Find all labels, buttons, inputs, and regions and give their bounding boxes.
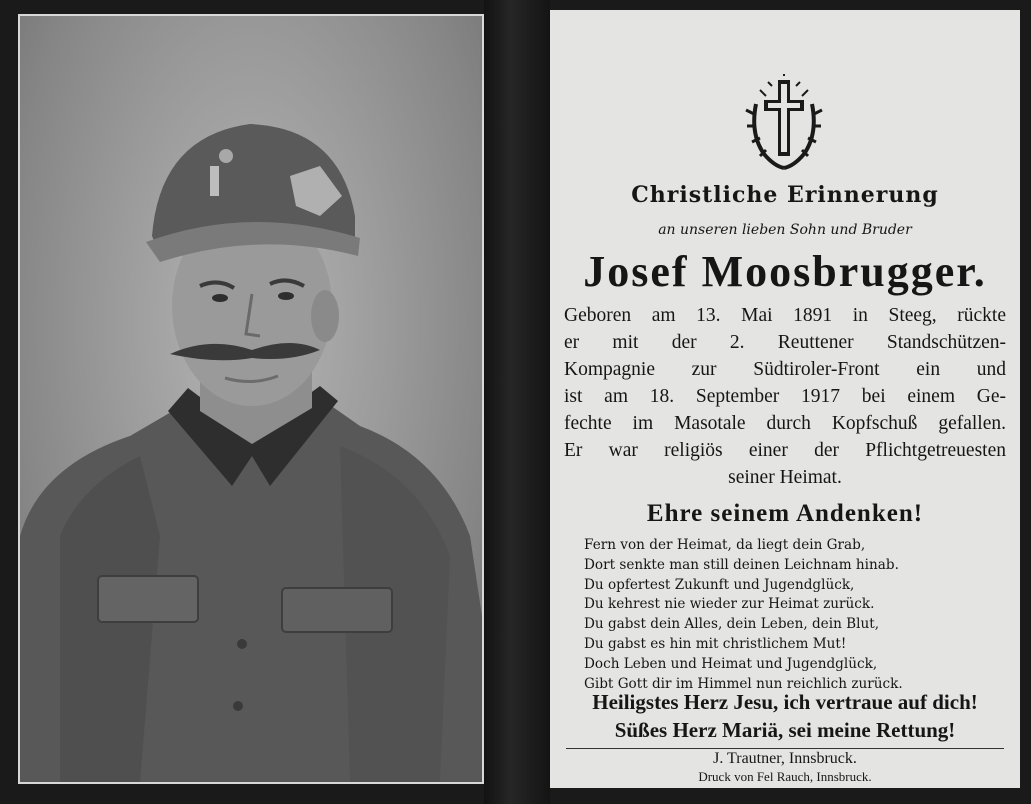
bio-line: seiner Heimat. [728, 467, 842, 488]
deceased-name: Josef Moosbrugger. [583, 247, 987, 296]
bio-line: er mit der 2. Reuttener Standschützen- [564, 332, 1006, 353]
poem-line: Gibt Gott dir im Himmel nun reichlich zurück. [584, 675, 903, 692]
printer-credit: J. Trautner, Innsbruck. [713, 750, 857, 767]
card-heading: Christliche Erinnerung [631, 182, 939, 208]
prayer-mary: Süßes Herz Mariä, sei meine Rettung! [614, 718, 956, 742]
motto: Ehre seinem Andenken! [646, 500, 924, 527]
bio-line: ist am 18. September 1917 bei einem Ge- [564, 386, 1006, 407]
poem-line: Du gabst es hin mit christlichem Mut! [584, 635, 847, 652]
portrait-photo [18, 14, 484, 784]
bio-line: Geboren am 13. Mai 1891 in Steeg, rückte [564, 305, 1006, 326]
poem-line: Fern von der Heimat, da liegt dein Grab, [584, 537, 866, 553]
card-gutter [484, 0, 550, 804]
bio-line: Er war religiös einer der Pflichtgetreuesten [564, 440, 1006, 461]
biography [564, 302, 1006, 491]
soldier-portrait-image [20, 16, 482, 782]
poem [584, 536, 1006, 694]
dedication-line: an unseren lieben Sohn und Bruder [658, 222, 912, 238]
divider [566, 748, 1004, 749]
poem-line: Doch Leben und Heimat und Jugendglück, [584, 655, 878, 672]
poem-line: Du kehrest nie wieder zur Heimat zurück. [584, 596, 875, 613]
poem-line: Du gabst dein Alles, dein Leben, dein Blut, [584, 616, 880, 633]
bio-line: Kompagnie zur Südtiroler-Front ein und [564, 359, 1006, 380]
memorial-card-text [550, 10, 1020, 788]
cross-wreath-icon [744, 74, 824, 174]
poem-line: Dort senkte man still deinen Leichnam hinab. [584, 556, 899, 573]
printer-credit-secondary: Druck von Fel Rauch, Innsbruck. [698, 769, 872, 784]
poem-line: Du opfertest Zukunft und Jugendglück, [584, 576, 855, 593]
bio-line: fechte im Masotale durch Kopfschuß gefallen. [564, 413, 1006, 434]
prayer-sacred-heart: Heiligstes Herz Jesu, ich vertraue auf dich! [592, 690, 978, 714]
